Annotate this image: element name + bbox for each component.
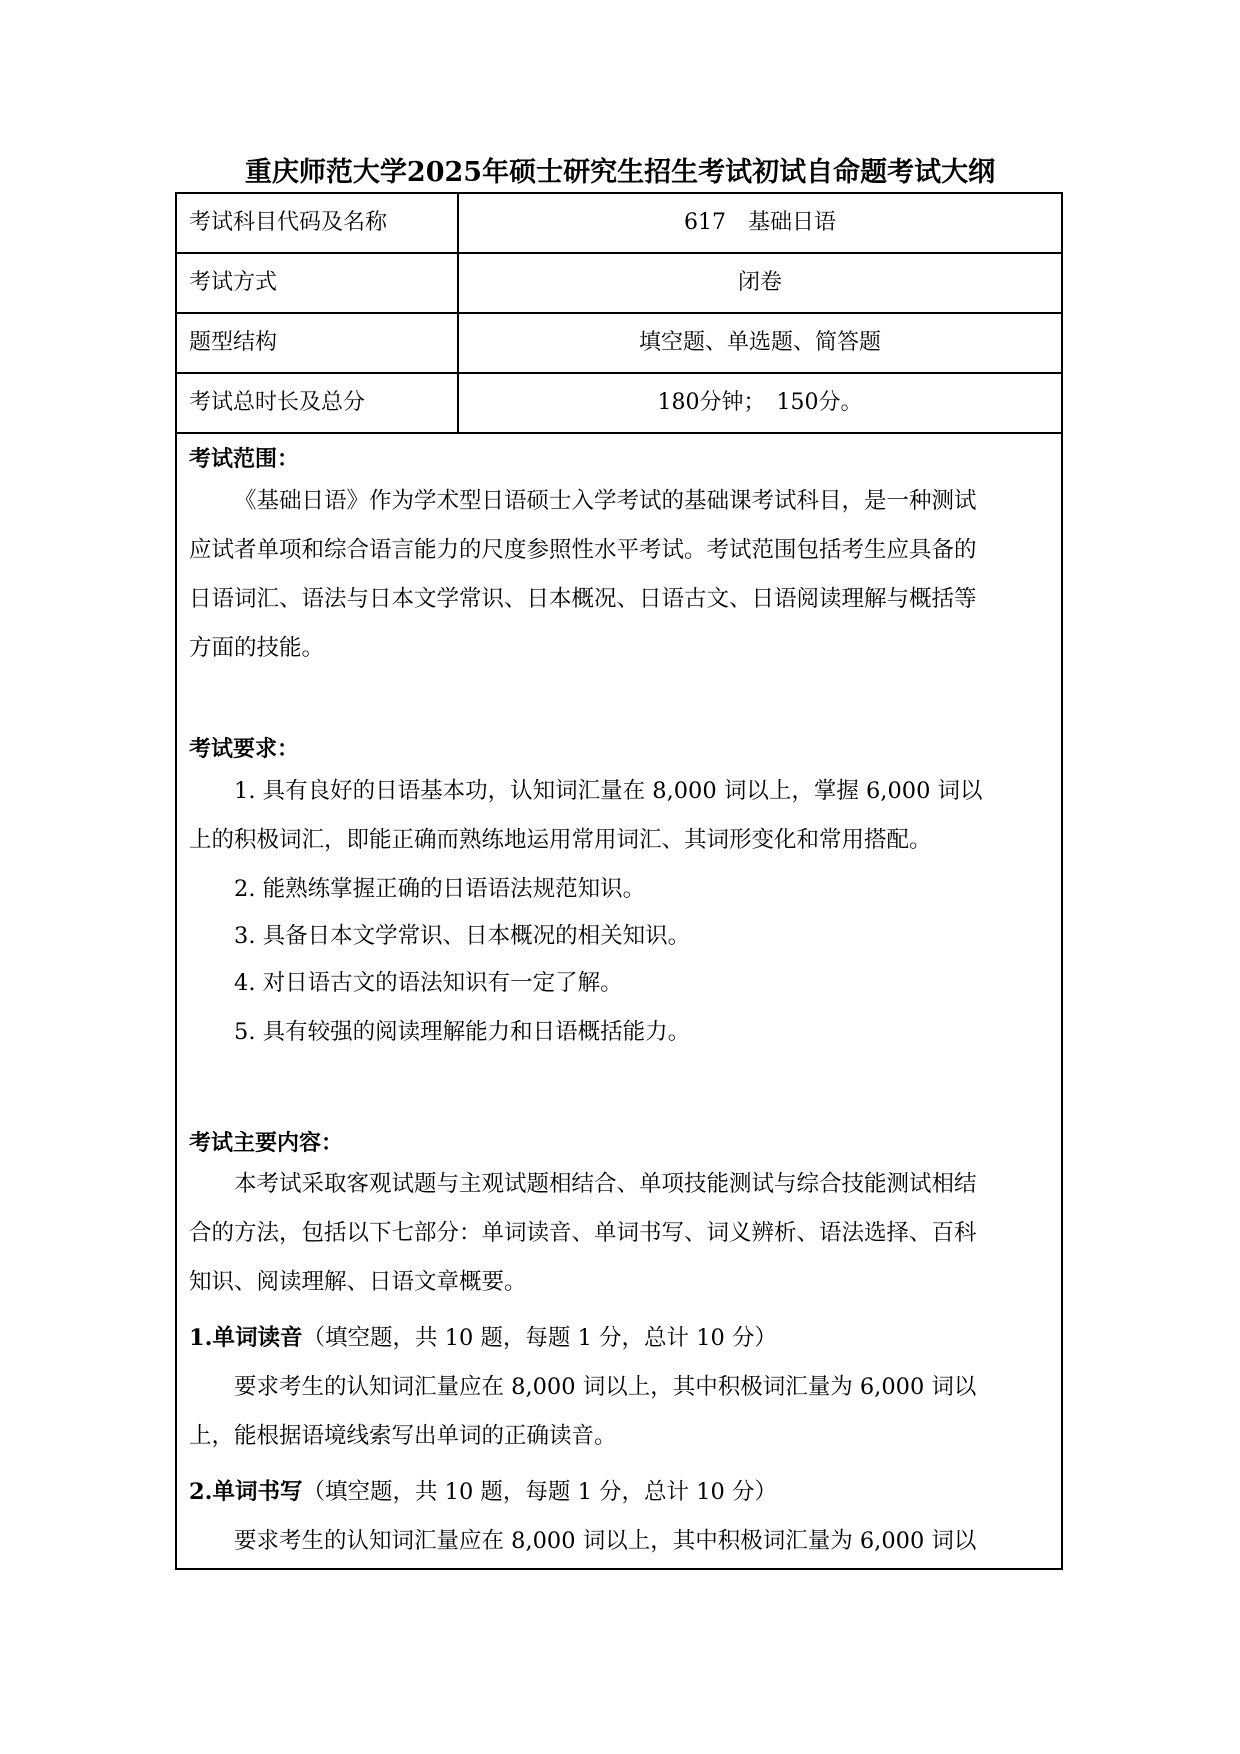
requirement-item: 1. 具有良好的日语基本功，认知词汇量在 8,000 词以上，掌握 6,000 词以 [234,778,983,804]
requirement-item: 3. 具备日本文学常识、日本概况的相关知识。 [234,923,691,949]
content-line: 合的方法，包括以下七部分：单词读音、单词书写、词义辨析、语法选择、百科 [189,1220,977,1246]
content-heading: 考试主要内容： [189,1130,344,1156]
section-text: 要求考生的认知词汇量应在 8,000 词以上，其中积极词汇量为 6,000 词以 [234,1528,977,1554]
scope-line: 应试者单项和综合语言能力的尺度参照性水平考试。考试范围包括考生应具备的 [189,537,977,563]
requirement-item: 5. 具有较强的阅读理解能力和日语概括能力。 [234,1019,691,1045]
scope-heading: 考试范围： [189,446,300,472]
content-line: 本考试采取客观试题与主观试题相结合、单项技能测试与综合技能测试相结 [234,1171,977,1197]
requirement-item: 2. 能熟练掌握正确的日语语法规范知识。 [234,876,646,902]
section-heading-writing [189,1468,1051,1517]
section-detail: （填空题，共 10 题，每题 1 分，总计 10 分） [302,1479,777,1505]
section-detail: （填空题，共 10 题，每题 1 分，总计 10 分） [302,1325,777,1351]
info-row-subject [177,194,1061,254]
info-value: 617 基础日语 [684,210,836,235]
info-label: 考试方式 [189,270,278,295]
scope-line: 《基础日语》作为学术型日语硕士入学考试的基础课考试科目，是一种测试 [234,488,977,514]
content-line: 知识、阅读理解、日语文章概要。 [189,1269,527,1295]
requirements-heading: 考试要求： [189,736,300,762]
info-label: 考试总时长及总分 [189,390,366,415]
document-title: 重庆师范大学2025年硕士研究生招生考试初试自命题考试大纲 [244,157,996,188]
section-text: 要求考生的认知词汇量应在 8,000 词以上，其中积极词汇量为 6,000 词以 [234,1374,977,1400]
info-label: 题型结构 [189,330,278,355]
section-heading-reading [189,1314,1051,1363]
section-title: 2.单词书写 [189,1479,303,1505]
info-label: 考试科目代码及名称 [189,210,388,235]
section-text: 上，能根据语境线索写出单词的正确读音。 [189,1423,617,1449]
scope-line: 方面的技能。 [189,635,325,661]
section-title: 1.单词读音 [189,1325,303,1351]
syllabus-table [175,192,1063,1570]
info-value: 闭卷 [737,270,782,295]
requirement-item: 4. 对日语古文的语法知识有一定了解。 [234,970,623,996]
info-row-duration [177,374,1061,434]
info-value: 填空题、单选题、简答题 [638,330,881,355]
requirement-item-cont: 上的积极词汇，即能正确而熟练地运用常用词汇、其词形变化和常用搭配。 [189,827,932,853]
info-value: 180分钟； 150分。 [657,390,863,415]
scope-line: 日语词汇、语法与日本文学常识、日本概况、日语古文、日语阅读理解与概括等 [189,586,977,612]
info-row-method [177,254,1061,314]
info-row-structure [177,314,1061,374]
